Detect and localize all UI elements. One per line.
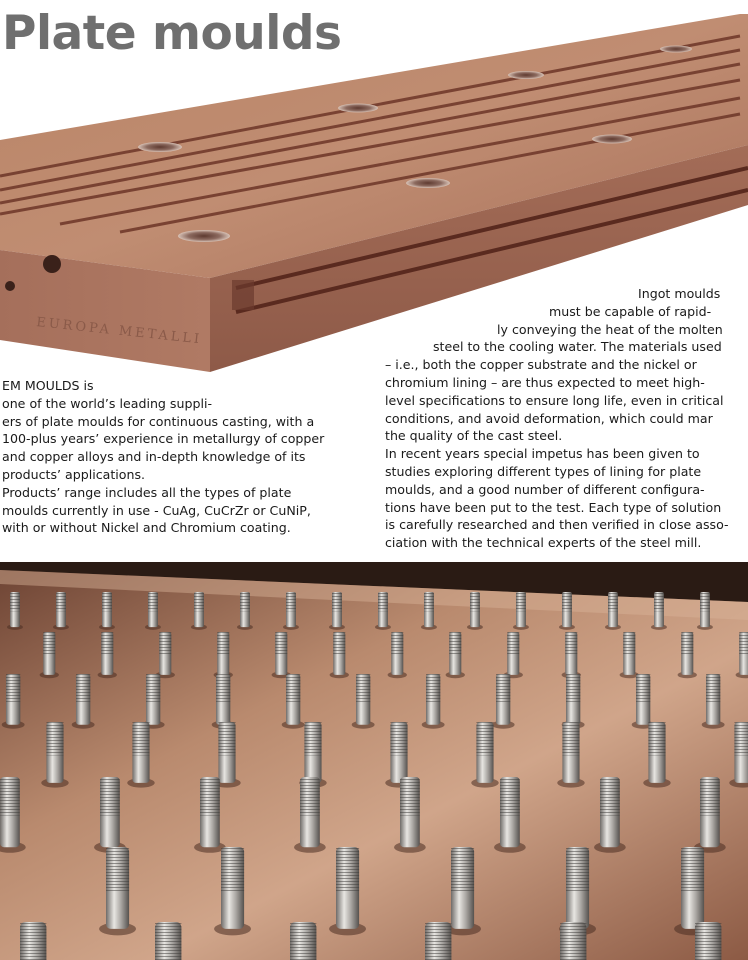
right-line: ly conveying the heat of the molten [497, 321, 723, 337]
right-line: must be capable of rapid- [549, 303, 712, 319]
right-line: In recent years special impetus has been given to [385, 446, 700, 462]
left-line: EM MOULDS is [2, 378, 94, 393]
right-line: studies exploring different types of lining for plate [385, 463, 702, 479]
left-line: one of the world’s leading suppli- [2, 395, 213, 411]
right-line: level specifications to ensure long life, even in critical [385, 392, 724, 408]
left-line: ers of plate moulds for continuous casting, with a [2, 413, 315, 429]
right-text-column [385, 285, 740, 552]
right-line: tions have been put to the test. Each type of solution [385, 499, 722, 515]
left-text-column [2, 377, 348, 537]
right-line: the quality of the cast steel. [385, 428, 563, 444]
right-line: Ingot moulds [638, 286, 721, 301]
right-line: is carefully researched and then verified in close asso- [385, 517, 729, 533]
right-line: conditions, and avoid deformation, which could mar [385, 410, 713, 426]
left-line: 100-plus years’ experience in metallurgy of copper [2, 431, 325, 447]
right-line: moulds, and a good number of different configura- [385, 481, 705, 497]
embossed-brand: EUROPA METALLI [35, 315, 203, 348]
left-line: moulds currently in use - CuAg, CuCrZr or CuNiP, [2, 502, 311, 518]
plate-with-studs-photo [0, 562, 748, 960]
right-line: chromium lining – are thus expected to meet high- [385, 374, 705, 390]
page-title: Plate moulds [2, 6, 342, 61]
left-line: with or without Nickel and Chromium coating. [2, 520, 291, 536]
left-line: and copper alloys and in-depth knowledge of its [2, 449, 306, 465]
right-line: – i.e., both the copper substrate and the nickel or [385, 357, 697, 373]
right-line: steel to the cooling water. The materials used [433, 339, 722, 355]
left-line: Products’ range includes all the types of plate [2, 484, 292, 500]
left-line: products’ applications. [2, 466, 146, 482]
right-line: ciation with the technical experts of the steel mill. [385, 535, 702, 551]
